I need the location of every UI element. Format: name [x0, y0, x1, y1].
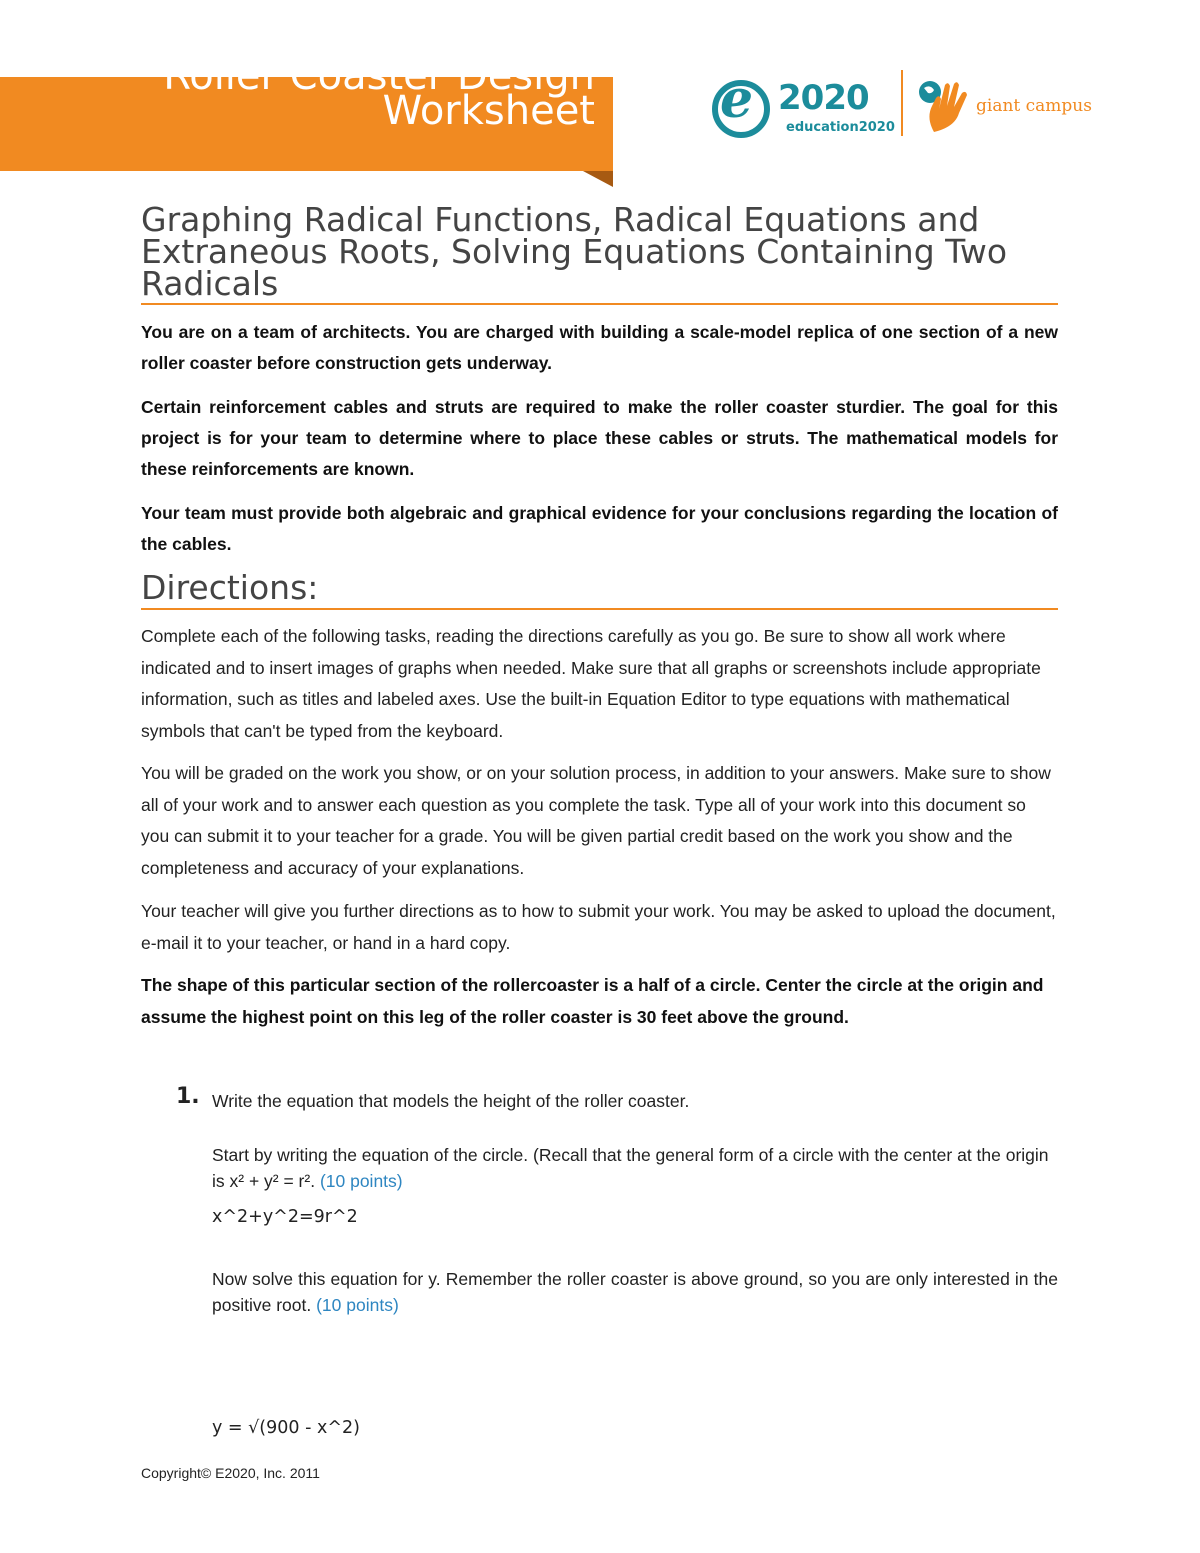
question-part-b-text: Now solve this equation for y. Remember the roller coaster is above ground, so you are only interested in the positive root. [212, 1269, 1058, 1315]
giant-campus-wordmark: giant campus [976, 96, 1092, 116]
points-label-a: (10 points) [319, 1171, 403, 1191]
question-part-a-text: Start by writing the equation of the circle. (Recall that the general form of a circle with the center at the origin is x² + y² = r². [212, 1145, 1049, 1191]
question-prompt: Write the equation that models the height of the roller coaster. [212, 1091, 690, 1111]
directions-paragraph-1: Complete each of the following tasks, reading the directions carefully as you go. Be sure to show all work where indicated and to insert images of graphs when needed. Make sure that all graphs or screenshots include appropriate information, such as titles and labeled axes. Use the built-in Equation Editor to type equations with mathematical symbols that can't be typed from the keyboard. [141, 626, 1041, 741]
points-label-b: (10 points) [316, 1295, 399, 1315]
directions-paragraph-3: Your teacher will give you further directions as to how to submit your work. You may be asked to upload the document, e-mail it to your teacher, or hand in a hard copy. [141, 901, 1056, 953]
intro-paragraph-3: Your team must provide both algebraic and graphical evidence for your conclusions regarding the location of the cables. [141, 503, 1058, 554]
directions-paragraph-4: The shape of this particular section of the rollercoaster is a half of a circle. Center the circle at the origin and assume the highest point on this leg of the roller coaster is 30 feet above the ground. [141, 975, 1044, 1027]
logo-area [708, 66, 1108, 146]
title-banner [0, 53, 613, 171]
answer-a: x^2+y^2=9r^2 [212, 1207, 358, 1227]
title-rule [141, 303, 1058, 305]
e2020-logo-letter: e [720, 69, 754, 130]
answer-b: y = √(900 - x^2) [212, 1418, 360, 1438]
question-number: 1. [176, 1084, 200, 1109]
banner-title-line1: Roller Coaster Design [163, 53, 595, 99]
logo-divider [901, 70, 903, 136]
directions-paragraph-2: You will be graded on the work you show, or on your solution process, in addition to your answers. Make sure to show all of your work and to answer each question as you complete the task. Type all of your work into this document so you can submit it to your teacher for a grade. You will be given partial credit based on the work you show and the completeness and accuracy of your explanations. [141, 763, 1051, 878]
e2020-logo-caption: education2020 [786, 120, 895, 135]
intro-paragraph-1: You are on a team of architects. You are charged with building a scale-model replica of one section of a new roller coaster before construction gets underway. [141, 322, 1058, 373]
intro-paragraph-2: Certain reinforcement cables and struts are required to make the roller coaster sturdier. The goal for this project is for your team to determine where to place these cables or struts. The mathematical models for these reinforcements are known. [141, 397, 1058, 479]
globe-hand-icon [914, 72, 978, 136]
banner-fold [583, 171, 613, 187]
page-title: Graphing Radical Functions, Radical Equations and Extraneous Roots, Solving Equations Containing Two Radicals [141, 200, 1008, 303]
directions-rule [141, 608, 1058, 610]
question-part-a [212, 1142, 1058, 1194]
directions-heading: Directions: [141, 568, 319, 607]
banner-title-line2: Worksheet [382, 88, 595, 134]
copyright-footer: Copyright© E2020, Inc. 2011 [141, 1465, 320, 1481]
question-part-b [212, 1266, 1058, 1318]
e2020-logo-number: 2020 [778, 78, 869, 118]
